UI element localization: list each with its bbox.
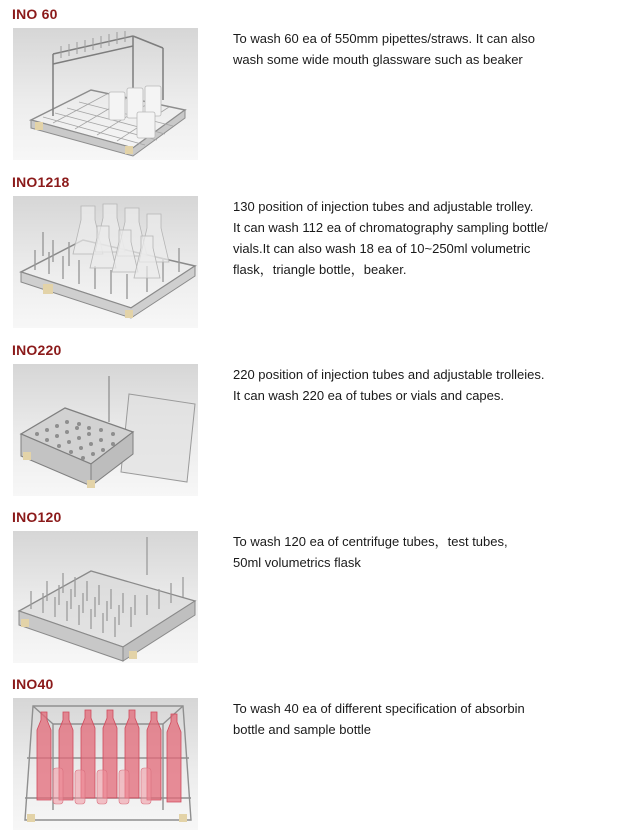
model-title: INO120: [12, 509, 62, 525]
injection-tube-rack-image: [13, 196, 198, 328]
description-line: 50ml volumetrics flask: [233, 555, 361, 570]
bottle-basket-image: [13, 698, 198, 830]
product-description: [233, 698, 613, 740]
description-line: wash some wide mouth glassware such as beaker: [233, 52, 523, 67]
description-line: 130 position of injection tubes and adjustable trolley.: [233, 199, 534, 214]
description-line: bottle and sample bottle: [233, 722, 372, 737]
product-section: [0, 336, 626, 502]
model-title: INO 60: [12, 6, 58, 22]
product-section: [0, 0, 626, 166]
product-section: [0, 670, 626, 836]
description-line: vials.It can also wash 18 ea of 10~250ml volumetric: [233, 241, 531, 256]
description-line: It can wash 112 ea of chromatography sampling bottle/: [233, 220, 548, 235]
model-title: INO1218: [12, 174, 70, 190]
product-description: [233, 364, 613, 406]
product-description: [233, 531, 613, 573]
description-line: To wash 120 ea of centrifuge tubes，test tubes,: [233, 534, 508, 549]
model-title: INO220: [12, 342, 62, 358]
product-section: [0, 503, 626, 669]
product-description: [233, 196, 613, 280]
product-description: [233, 28, 613, 70]
model-title: INO40: [12, 676, 54, 692]
description-line: To wash 60 ea of 550mm pipettes/straws. It can also: [233, 31, 536, 46]
vial-rack-with-lid-image: [13, 364, 198, 496]
pipette-rack-image: [13, 28, 198, 160]
centrifuge-tube-rack-image: [13, 531, 198, 663]
product-section: [0, 168, 626, 334]
description-line: To wash 40 ea of different specification of absorbin: [233, 701, 525, 716]
description-line: 220 position of injection tubes and adjustable trolleies.: [233, 367, 545, 382]
description-line: It can wash 220 ea of tubes or vials and capes.: [233, 388, 505, 403]
description-line: flask，triangle bottle，beaker.: [233, 262, 407, 277]
